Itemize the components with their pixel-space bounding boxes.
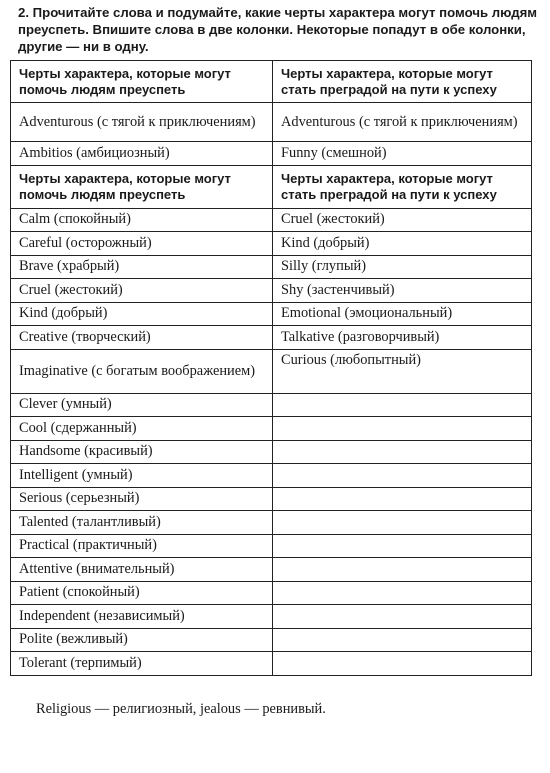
- table-header-row: [11, 61, 532, 103]
- cell-obstacle: Funny (смешной): [273, 142, 532, 166]
- cell-obstacle: [273, 534, 532, 558]
- cell-obstacle: Kind (добрый): [273, 232, 532, 256]
- table-row: [11, 558, 532, 582]
- cell-helpful: Polite (вежливый): [11, 628, 273, 652]
- cell-helpful: Cruel (жестокий): [11, 279, 273, 303]
- cell-helpful: Attentive (внимательный): [11, 558, 273, 582]
- header-helpful-traits: Черты характера, которые могут помочь людям преуспеть: [11, 165, 273, 208]
- table-row: [11, 103, 532, 142]
- header-obstacle-traits: Черты характера, которые могут стать преградой на пути к успеху: [273, 165, 532, 208]
- cell-helpful: Talented (талантливый): [11, 511, 273, 535]
- cell-helpful: Calm (спокойный): [11, 208, 273, 232]
- table-row: [11, 255, 532, 279]
- table-row: [11, 464, 532, 488]
- cell-obstacle: Shy (застенчивый): [273, 279, 532, 303]
- cell-helpful: Independent (независимый): [11, 605, 273, 629]
- cell-helpful: Brave (храбрый): [11, 255, 273, 279]
- table-row: [11, 628, 532, 652]
- table-row: [11, 349, 532, 393]
- table-row: [11, 279, 532, 303]
- traits-table: [10, 60, 532, 676]
- table-row: [11, 511, 532, 535]
- task-instruction: 2. Прочитайте слова и подумайте, какие черты характера могут помочь людям преуспеть. Впишите слова в две колонки. Некоторые попадут в обе колонки, другие — ни в одну.: [18, 5, 538, 54]
- cell-obstacle: [273, 558, 532, 582]
- cell-obstacle: [273, 628, 532, 652]
- cell-helpful: Clever (умный): [11, 393, 273, 417]
- cell-obstacle: [273, 393, 532, 417]
- cell-helpful: Imaginative (с богатым воображением): [11, 349, 273, 393]
- table-row: [11, 393, 532, 417]
- header-obstacle-traits: Черты характера, которые могут стать преградой на пути к успеху: [273, 61, 532, 103]
- cell-helpful: Tolerant (терпимый): [11, 652, 273, 676]
- table-row: [11, 232, 532, 256]
- cell-obstacle: Emotional (эмоциональный): [273, 302, 532, 326]
- cell-obstacle: [273, 487, 532, 511]
- cell-obstacle: [273, 417, 532, 441]
- cell-helpful: Careful (осторожный): [11, 232, 273, 256]
- cell-obstacle: [273, 440, 532, 464]
- cell-obstacle: [273, 511, 532, 535]
- cell-helpful: Serious (серьезный): [11, 487, 273, 511]
- table-row: [11, 581, 532, 605]
- cell-obstacle: [273, 464, 532, 488]
- table-row: [11, 302, 532, 326]
- table-row: [11, 326, 532, 350]
- cell-obstacle: Cruel (жестокий): [273, 208, 532, 232]
- cell-helpful: Creative (творческий): [11, 326, 273, 350]
- cell-helpful: Patient (спокойный): [11, 581, 273, 605]
- table-header-row-repeat: [11, 165, 532, 208]
- table-row: [11, 440, 532, 464]
- table-row: [11, 208, 532, 232]
- cell-obstacle: Talkative (разговорчивый): [273, 326, 532, 350]
- table-row: [11, 487, 532, 511]
- table-row: [11, 605, 532, 629]
- header-helpful-traits: Черты характера, которые могут помочь людям преуспеть: [11, 61, 273, 103]
- cell-helpful: Ambitios (амбициозный): [11, 142, 273, 166]
- cell-obstacle: [273, 652, 532, 676]
- cell-helpful: Kind (добрый): [11, 302, 273, 326]
- cell-helpful: Intelligent (умный): [11, 464, 273, 488]
- table-row: [11, 652, 532, 676]
- cell-obstacle: [273, 581, 532, 605]
- cell-helpful: Cool (сдержанный): [11, 417, 273, 441]
- table-row: [11, 142, 532, 166]
- cell-helpful: Adventurous (с тягой к приключениям): [11, 103, 273, 142]
- table-row: [11, 417, 532, 441]
- cell-obstacle: Curious (любопытный): [273, 349, 532, 393]
- table-row: [11, 534, 532, 558]
- cell-helpful: Handsome (красивый): [11, 440, 273, 464]
- cell-obstacle: Silly (глупый): [273, 255, 532, 279]
- cell-helpful: Practical (практичный): [11, 534, 273, 558]
- cell-obstacle: [273, 605, 532, 629]
- footnote: Religious — религиозный, jealous — ревнивый.: [36, 701, 326, 717]
- cell-obstacle: Adventurous (с тягой к приключениям): [273, 103, 532, 142]
